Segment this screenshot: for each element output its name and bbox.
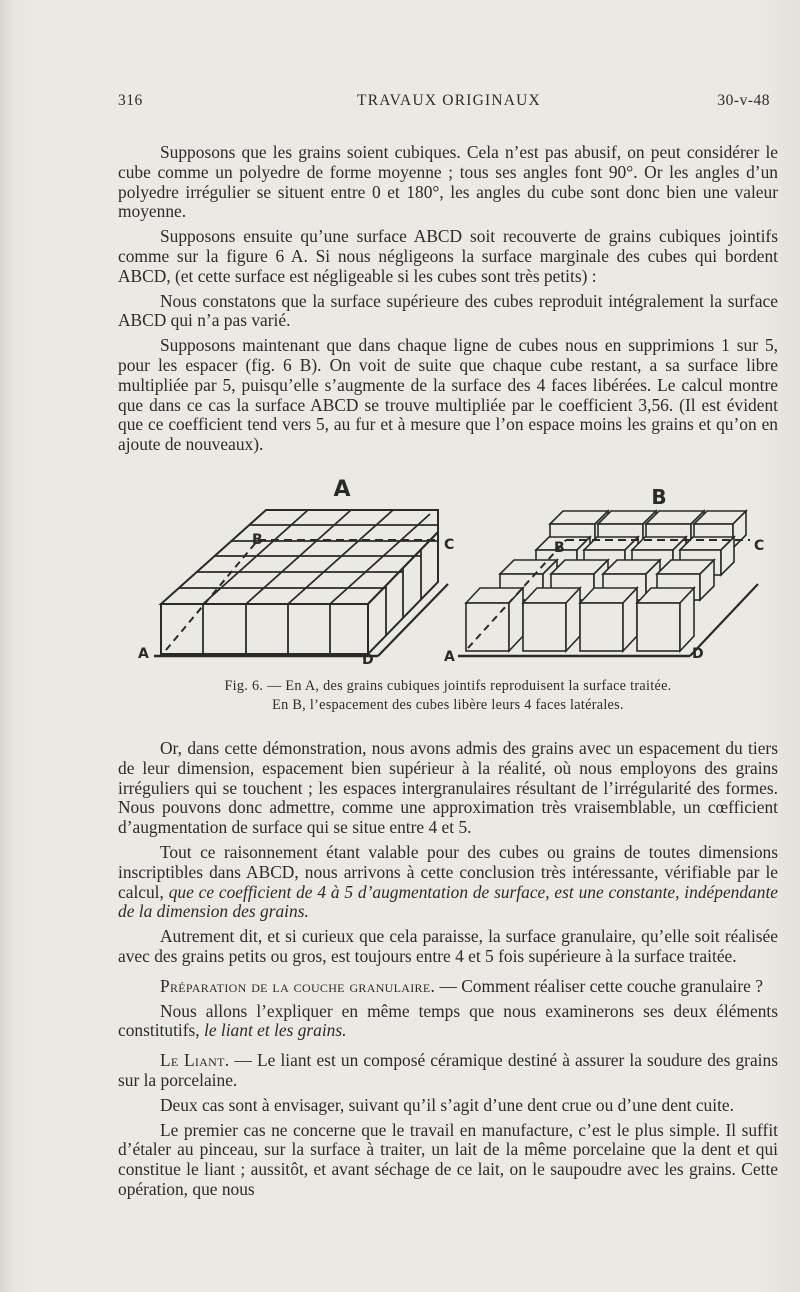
paragraph: Supposons maintenant que dans chaque ligne de cubes nous en supprimions 1 sur 5, pour les espacer (fig. 6 B). On voit de suite que chaque cube restant, a sa surface libre multipliée par 5, puisqu’elle s’augmente de la surface des 4 faces libérées. Le calcul montre que dans ce cas la surface ABCD se trouve multipliée par le coefficient 3,56. (Il est évident que ce coefficient tend vers 5, au fur et à mesure que l’on espace moins les grains et qu’on en ajoute de nouveaux).: [118, 335, 778, 455]
corner-label-b: B: [252, 532, 263, 548]
paragraph: [118, 1002, 778, 1042]
page-number: 316: [118, 92, 143, 109]
corner-label-c: C: [444, 537, 455, 553]
paragraph: Supposons que les grains soient cubiques. Cela n’est pas abusif, on peut considérer le cube comme un polyedre de forme moyenne ; tous ses angles font 90°. Or les angles d’un polyedre irrégulier se situent entre 0 et 180°, les angles du cube sont donc bien une valeur moyenne.: [118, 142, 778, 222]
figure-6: [118, 468, 778, 668]
paragraph-text: — Comment réaliser cette couche granulaire ?: [435, 975, 763, 996]
header-date: 30-v-48: [717, 92, 770, 109]
corner-label-d: D: [362, 652, 374, 668]
corner-label-d: D: [692, 646, 704, 662]
figure-b-label: B: [651, 485, 667, 509]
paragraph: [118, 843, 778, 922]
paragraph: [118, 977, 778, 997]
paragraph: Or, dans cette démonstration, nous avons admis des grains avec un espacement du tiers de leur dimension, espacement bien supérieur à la réalité, où nous employons des grains irréguliers qui se touchent ; les espaces intergranulaires résultant de l’irrégularité des formes. Nous pouvons donc admettre, comme une approximation très vraisemblable, un cœfficient d’augmentation de surface qui se situe entre 4 et 5.: [118, 738, 778, 838]
body-text-top: [118, 143, 778, 460]
corner-label-c: C: [754, 538, 765, 554]
corner-label-a: A: [138, 646, 149, 662]
paragraph-text: — Le liant est un composé céramique destiné à assurer la soudure des grains sur la porcelaine.: [118, 1050, 778, 1090]
section-heading: Préparation de la couche granulaire.: [160, 975, 436, 996]
paragraph: Supposons ensuite qu’une surface ABCD soit recouverte de grains cubiques jointifs comme sur la figure 6 A. Si nous négligeons la surface marginale des cubes qui bordent ABCD, (et cette surface est négligeable si les cubes sont très petits) :: [118, 226, 778, 286]
running-header: [118, 92, 780, 116]
paragraph-text: Nous allons l’expliquer en même temps que nous examinerons ses deux éléments constitutifs,: [118, 1000, 778, 1041]
corner-label-b: B: [554, 540, 565, 556]
figure-6-drawing: [118, 468, 778, 668]
paragraph: Autrement dit, et si curieux que cela paraisse, la surface granulaire, qu’elle soit réalisée avec des grains petits ou gros, est toujours entre 4 et 5 fois supérieure à la surface traitée.: [118, 926, 778, 966]
caption-line: En B, l’espacement des cubes libère leurs 4 faces latérales.: [272, 697, 624, 713]
figure-caption: [118, 677, 778, 715]
running-title: TRAVAUX ORIGINAUX: [357, 92, 541, 109]
paragraph: Nous constatons que la surface supérieure des cubes reproduit intégralement la surface ABCD qui n’a pas varié.: [118, 290, 778, 331]
section-heading: Le Liant.: [160, 1050, 230, 1071]
paragraph: Deux cas sont à envisager, suivant qu’il s’agit d’une dent crue ou d’une dent cuite.: [160, 1094, 734, 1115]
figure-a-cubes: [154, 510, 448, 656]
corner-label-a: A: [444, 649, 455, 665]
caption-line: Fig. 6. — En A, des grains cubiques jointifs reproduisent la surface traitée.: [224, 678, 672, 694]
paragraph: [118, 1051, 778, 1091]
emphasis: que ce coefficient de 4 à 5 d’augmentation de surface, est une constante, indépendante de la dimension des grains.: [118, 881, 778, 922]
figure-b-cubes: [466, 511, 746, 651]
emphasis: le liant et les grains.: [204, 1020, 347, 1041]
paragraph-text: Tout ce raisonnement étant valable pour des cubes ou grains de toutes dimensions inscriptibles dans ABCD, nous arrivons à cette conclusion très intéressante, vérifiable par le calcul,: [118, 841, 778, 902]
paragraph: Le premier cas ne concerne que le travail en manufacture, c’est le plus simple. Il suffit d’étaler au pinceau, sur la surface à traiter, un lait de la même porcelaine que la dent et qui constitue le liant ; aussitôt, et avant séchage de ce lait, on le saupoudre avec les grains. Cette opération, que nous: [118, 1119, 778, 1199]
body-text-bottom: [118, 739, 778, 1205]
figure-a-label: A: [333, 477, 351, 502]
